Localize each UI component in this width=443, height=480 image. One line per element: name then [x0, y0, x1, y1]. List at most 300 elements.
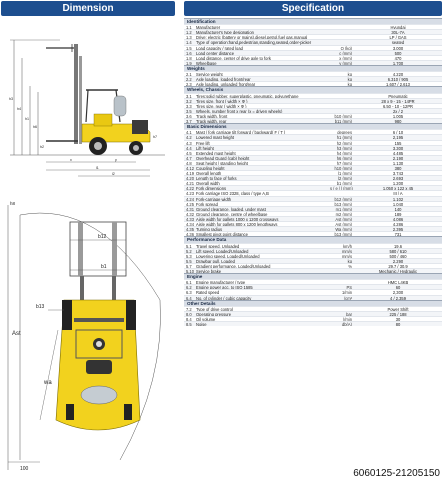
row-label: Ground clearance, loaded, under mast [196, 206, 266, 211]
table-row [184, 93, 442, 98]
table-row [184, 76, 442, 81]
row-label: Turning radius [196, 227, 223, 232]
section-title: Wheels, Chassis [184, 86, 442, 92]
row-label: Extended mast height [196, 150, 236, 155]
row-unit: l1 (mm) [338, 171, 352, 176]
row-label: Oil volume [196, 317, 216, 322]
table-row [184, 45, 442, 50]
row-label: Gradient performance, Loaded/Unloaded [196, 263, 271, 268]
section-rows [184, 93, 442, 124]
row-value: 30 [395, 317, 401, 322]
row-value: 29.7 / 30.9 [388, 263, 408, 268]
row-number: 4.4 [186, 145, 192, 150]
row-label: Load distance, center of drive axle to fork [196, 55, 271, 60]
row-unit: h2 (mm) [336, 140, 352, 145]
row-unit [330, 104, 354, 108]
row-number: 4.21 [186, 181, 194, 186]
table-row [184, 170, 442, 175]
row-value: 6,310 / 905 [387, 77, 409, 82]
label-ast: Ast [12, 331, 21, 337]
row-unit: h1 (mm) [336, 135, 352, 140]
table-row [184, 145, 442, 150]
section-rows [184, 129, 442, 236]
row-unit: b10 (mm) [334, 113, 352, 119]
row-value: 19.6 [394, 243, 402, 248]
row-label: Service brake [196, 268, 222, 274]
table-row [184, 190, 442, 195]
row-unit: kg [347, 77, 352, 82]
row-label: Overall width [196, 181, 220, 186]
row-value: 4,220 [392, 72, 404, 77]
table-row [184, 248, 442, 253]
row-value: LP / GAS [389, 35, 407, 40]
row-unit: km/h [343, 243, 352, 248]
section-title: Basic Dimensions [184, 123, 442, 129]
row-number: 8.0 [186, 311, 192, 316]
row-label: Lift speed, Loaded/Unloaded [196, 248, 249, 253]
row-value: 500 / 460 [389, 253, 407, 258]
row-value: III / A [393, 191, 403, 196]
row-unit: PS [346, 285, 352, 290]
label-h7: h7 [153, 135, 157, 139]
row-unit: l2 (mm) [338, 176, 352, 181]
row-number: 1.4 [186, 40, 192, 45]
row-label: Operating pressure [196, 311, 232, 316]
row-unit: Ast (mm) [335, 216, 352, 222]
section-title: Performance Data [184, 236, 442, 242]
table-row [184, 129, 442, 134]
row-label: No. of cylinder / cubic capacity [196, 295, 252, 300]
row-value: 6.50 - 10 - 12PR [382, 103, 414, 108]
section-rows [184, 279, 442, 299]
row-unit: h10 (mm) [334, 166, 352, 171]
row-unit: h3 (mm) [336, 145, 352, 150]
row-unit [330, 280, 354, 284]
row-label: Service weight [196, 72, 223, 77]
row-number: 2.2 [186, 77, 192, 82]
row-unit: degrees [337, 130, 352, 135]
row-label: Load capacity / rated load [196, 45, 243, 50]
label-y: y [115, 158, 117, 162]
row-label: Overall length [196, 171, 222, 176]
row-number: 5.3 [186, 253, 192, 258]
row-value: 1,130 [392, 160, 404, 165]
row-value: 2,190 [392, 155, 404, 160]
row-label: Aisle width for pallets 800 x 1200 lengthways [196, 222, 278, 227]
row-number: 4.23 [186, 191, 194, 196]
table-row [184, 50, 442, 55]
table-row [184, 60, 442, 65]
row-unit: Wa (mm) [335, 227, 352, 232]
table-row [184, 321, 442, 326]
table-row [184, 134, 442, 139]
label-h1: h1 [25, 117, 29, 121]
row-value: Mechanic / Hydraulic [379, 268, 417, 274]
row-value: Pneumatic [388, 93, 408, 98]
table-row [184, 268, 442, 273]
row-number: 1.2 [186, 30, 192, 35]
row-label: Track width, rear [196, 119, 227, 124]
label-l1: l1 [96, 166, 99, 170]
dimension-header: Dimension [1, 1, 175, 16]
row-unit [330, 94, 354, 98]
row-number: 5.10 [186, 268, 194, 274]
row-label: Seat height / standing height [196, 160, 248, 165]
table-row [184, 206, 442, 211]
row-number: 5.2 [186, 248, 192, 253]
row-label: Lowered mast height [196, 135, 235, 140]
row-unit: h4 (mm) [336, 150, 352, 155]
table-row [184, 185, 442, 190]
row-number: 4.7 [186, 155, 192, 160]
table-row [184, 226, 442, 231]
row-unit: Q (kg) [340, 45, 352, 50]
row-value: 225 / 188 [389, 311, 407, 316]
table-row [184, 175, 442, 180]
row-unit: l/min [343, 317, 352, 322]
row-label: Engine manufacturer / type [196, 280, 246, 285]
table-row [184, 243, 442, 248]
row-number: 5.5 [186, 258, 192, 263]
label-h4: h4 [17, 107, 21, 111]
table-row [184, 253, 442, 258]
row-value: 3,743 [392, 171, 404, 176]
row-value: 1,102 [392, 196, 404, 201]
row-label: Engine power acc. to ISO 1585 [196, 285, 253, 290]
row-label: Fork dimensions [196, 186, 227, 191]
row-number: 4.25 [186, 201, 194, 206]
row-label: Ground clearance, centre of wheelbase [196, 211, 268, 216]
row-number: 4.31 [186, 206, 194, 211]
table-row [184, 279, 442, 284]
label-b13: b13 [36, 304, 45, 310]
row-unit [330, 25, 354, 29]
row-value: 6 / 10 [392, 130, 404, 135]
row-value: 140 [394, 206, 402, 211]
table-row [184, 311, 442, 316]
row-value: 470 [394, 55, 402, 60]
row-value: 3,000 [392, 45, 404, 50]
row-number: 4.32 [186, 211, 194, 216]
label-x: x [70, 158, 72, 162]
row-label: Drive: electric (battery or mains),diesel,petrol,fuel gas,manual [196, 35, 308, 40]
row-unit: 1/min [341, 290, 352, 295]
row-unit: b1 (mm) [336, 181, 352, 186]
row-unit: mm/s [341, 253, 352, 258]
row-label: Noise [196, 322, 207, 327]
table-row [184, 231, 442, 236]
table-row [184, 155, 442, 160]
table-row [184, 160, 442, 165]
row-unit: Ast (mm) [335, 222, 352, 227]
section-title: Weights [184, 65, 442, 71]
row-unit [330, 40, 354, 44]
row-unit [330, 191, 354, 195]
row-unit: b13 (mm) [334, 232, 352, 237]
table-row [184, 289, 442, 294]
side-view-forklift [9, 40, 165, 176]
table-row [184, 258, 442, 263]
specification-panel [184, 0, 442, 480]
row-number: 3.7 [186, 119, 192, 124]
row-unit: kg [347, 82, 352, 87]
row-number: 7.2 [186, 306, 192, 311]
row-number: 1.5 [186, 45, 192, 50]
row-label: Length to face of forks [196, 176, 237, 181]
row-number: 4.12 [186, 166, 194, 171]
row-unit: y (mm) [339, 60, 352, 65]
row-unit [330, 307, 354, 311]
label-100: 100 [20, 466, 29, 472]
row-number: 4.2 [186, 135, 192, 140]
row-value: 2,693 [392, 176, 404, 181]
row-number: 3.6 [186, 113, 192, 119]
row-value: 2,290 [392, 258, 404, 263]
row-value: 60 [395, 285, 401, 290]
row-value: Power Shift [387, 306, 409, 311]
row-label: Type of operation:hand,pedestrian,standing,seated,order-picker [196, 40, 312, 45]
row-unit: m2 (mm) [335, 211, 352, 216]
row-label: Travel speed, Unloaded [196, 243, 240, 248]
row-unit: s / e / l (mm) [330, 186, 353, 191]
row-unit: mm/s [341, 248, 352, 253]
row-value: 80 [395, 322, 401, 327]
row-unit: x (mm) [339, 55, 352, 60]
row-unit [330, 35, 354, 39]
row-label: Overhead Guard (cab) height [196, 155, 250, 160]
table-row [184, 113, 442, 118]
table-row [184, 71, 442, 76]
row-value: 2x / 2 [392, 108, 403, 113]
row-number: 4.20 [186, 176, 194, 181]
row-value: 1,005 [392, 113, 404, 119]
row-label: Lift height [196, 145, 214, 150]
row-value: 731 [394, 232, 402, 237]
row-value: 3,300 [392, 145, 404, 150]
row-label: Track width, front [196, 113, 228, 119]
section-rows [184, 243, 442, 274]
row-label: Free lift [196, 140, 210, 145]
label-h8: h8 [10, 201, 16, 206]
row-number: 1.8 [186, 55, 192, 60]
row-number: 4.22 [186, 186, 194, 191]
section-rows [184, 24, 442, 65]
row-number: 6.1 [186, 280, 192, 285]
row-value: 2,195 [392, 135, 404, 140]
row-number: 6.2 [186, 285, 192, 290]
section-rows [184, 71, 442, 86]
row-value: 2,300 [392, 290, 404, 295]
table-row [184, 29, 442, 34]
row-value: 30L-7A [391, 30, 405, 35]
row-unit [330, 99, 354, 103]
row-label: Drawbar pull, Loaded [196, 258, 235, 263]
row-value: 4,086 [392, 216, 404, 222]
table-row [184, 108, 442, 113]
table-row [184, 211, 442, 216]
table-row [184, 118, 442, 123]
row-label: Manufacturer [196, 25, 221, 30]
row-value: 1,050 x 122 x 45 [382, 186, 414, 191]
row-number: 3.2 [186, 98, 192, 103]
label-h3: h3 [9, 97, 13, 101]
row-label: Tires size, rear ( width × Φ ) [196, 103, 247, 108]
dimension-panel [0, 0, 176, 480]
label-b1: b1 [101, 264, 107, 270]
row-value: 4 / 2,359 [390, 295, 406, 300]
row-number: 4.8 [186, 160, 192, 165]
label-b12: b12 [98, 234, 107, 240]
row-number: 4.19 [186, 171, 194, 176]
row-value: 1,040 [392, 201, 404, 206]
table-row [184, 263, 442, 268]
table-row [184, 284, 442, 289]
section-title: Identification [184, 18, 442, 24]
watermark: 6060125-21205150 [353, 468, 440, 479]
row-label: Rated speed [196, 290, 220, 295]
table-row [184, 103, 442, 108]
table-row [184, 180, 442, 185]
table-row [184, 55, 442, 60]
row-number: 1.6 [186, 50, 192, 55]
row-number: 4.36 [186, 232, 194, 237]
row-value: 4,286 [392, 222, 404, 227]
row-unit: % [348, 263, 352, 268]
table-row [184, 24, 442, 29]
table-row [184, 306, 442, 311]
row-label: Axle loading, loaded front/rear [196, 77, 251, 82]
table-row [184, 98, 442, 103]
row-unit: kg [347, 258, 352, 263]
row-unit: b12 (mm) [334, 196, 352, 201]
row-unit: db(A) [341, 322, 352, 327]
row-value: 28 x 9 - 15 - 14PR [381, 98, 415, 103]
row-label: Wheels, number front x rear (x = driven wheels) [196, 108, 283, 113]
row-label: Fork carriage ISO 2328, class / type A,B [196, 191, 269, 196]
label-h2: h2 [40, 145, 44, 149]
row-label: Smallest pivot point distance [196, 232, 248, 237]
row-number: 1.9 [186, 60, 192, 65]
row-unit [330, 30, 354, 34]
row-unit [330, 269, 354, 273]
label-wa: wa [44, 380, 52, 386]
row-label: Load center distance [196, 50, 235, 55]
row-number: 2.1 [186, 72, 192, 77]
row-unit [330, 109, 354, 113]
table-row [184, 165, 442, 170]
row-number: 8.5 [186, 322, 192, 327]
row-unit: bar [346, 311, 352, 316]
row-number: 1.3 [186, 35, 192, 40]
row-number: 4.1 [186, 130, 192, 135]
table-row [184, 316, 442, 321]
section-title: Engine [184, 273, 442, 279]
row-unit: b11 (mm) [334, 119, 352, 124]
table-row [184, 201, 442, 206]
dimension-drawing [0, 0, 176, 480]
row-label: Aisle width for pallets 1000 x 1200 crossways [196, 216, 279, 222]
label-h6: h6 [33, 125, 37, 129]
row-value: HMC L4KB [387, 280, 409, 285]
row-number: 6.4 [186, 295, 192, 300]
section-title: Other Details [184, 300, 442, 306]
row-number: 6.3 [186, 290, 192, 295]
row-value: 1,700 [392, 60, 404, 65]
row-value: 189 [394, 211, 402, 216]
row-unit: m1 (mm) [335, 206, 352, 211]
row-number: 4.33 [186, 216, 194, 222]
table-row [184, 196, 442, 201]
row-value: 500 [394, 50, 402, 55]
row-unit: kg [347, 72, 352, 77]
table-row [184, 81, 442, 86]
row-label: Wheelbase [196, 60, 217, 65]
table-row [184, 221, 442, 226]
row-unit: h7 (mm) [336, 160, 352, 165]
row-value: 380 [394, 166, 402, 171]
table-row [184, 150, 442, 155]
row-number: 2.3 [186, 82, 192, 87]
row-number: 4.34 [186, 222, 194, 227]
row-number: 3.3 [186, 103, 192, 108]
table-row [184, 295, 442, 300]
row-value: 1,607 / 2,613 [386, 82, 410, 87]
row-value: 580 / 610 [389, 248, 407, 253]
row-number: 3.5 [186, 108, 192, 113]
row-value: seated [391, 40, 405, 45]
row-value: 4,485 [392, 150, 404, 155]
row-value: Hyundai [390, 25, 406, 30]
specification-header: Specification [184, 1, 442, 16]
row-label: Axle loading, unloaded front/rear [196, 82, 256, 87]
row-unit: /cm³ [344, 295, 352, 300]
row-number: 5.7 [186, 263, 192, 268]
row-label: Lowering speed, Loaded/Unloaded [196, 253, 260, 258]
table-row [184, 216, 442, 221]
row-unit: b13 (mm) [334, 201, 352, 206]
row-value: 980 [394, 119, 402, 124]
row-label: Coupling height [196, 166, 225, 171]
row-unit: h6 (mm) [336, 155, 352, 160]
row-number: 5.1 [186, 243, 192, 248]
row-value: 1,200 [392, 181, 404, 186]
row-label: Tires:solid rubber, superplastic, pneumatic, polyurethane [196, 93, 299, 98]
row-label: Type of drive control [196, 306, 233, 311]
section-rows [184, 306, 442, 326]
row-number: 3.1 [186, 93, 192, 98]
table-row [184, 140, 442, 145]
specification-table [184, 18, 442, 326]
row-unit: c (mm) [339, 50, 352, 55]
row-value: 155 [394, 140, 402, 145]
label-l2: l2 [112, 172, 115, 176]
top-view-forklift [8, 201, 161, 472]
table-row [184, 39, 442, 44]
row-label: Tires size, front ( width × Φ ) [196, 98, 248, 103]
row-number: 1.1 [186, 25, 192, 30]
row-label: Manufacturer's type designation [196, 30, 254, 35]
row-number: 4.35 [186, 227, 194, 232]
row-label: Fork-carriage width [196, 196, 232, 201]
row-value: 2,395 [392, 227, 404, 232]
table-row [184, 34, 442, 39]
row-number: 4.24 [186, 196, 194, 201]
row-number: 8.4 [186, 317, 192, 322]
row-number: 4.5 [186, 150, 192, 155]
row-label: Fork spread [196, 201, 218, 206]
row-label: Mast / fork carriage tilt forward / backward( F / T ) [196, 130, 286, 135]
row-number: 4.3 [186, 140, 192, 145]
